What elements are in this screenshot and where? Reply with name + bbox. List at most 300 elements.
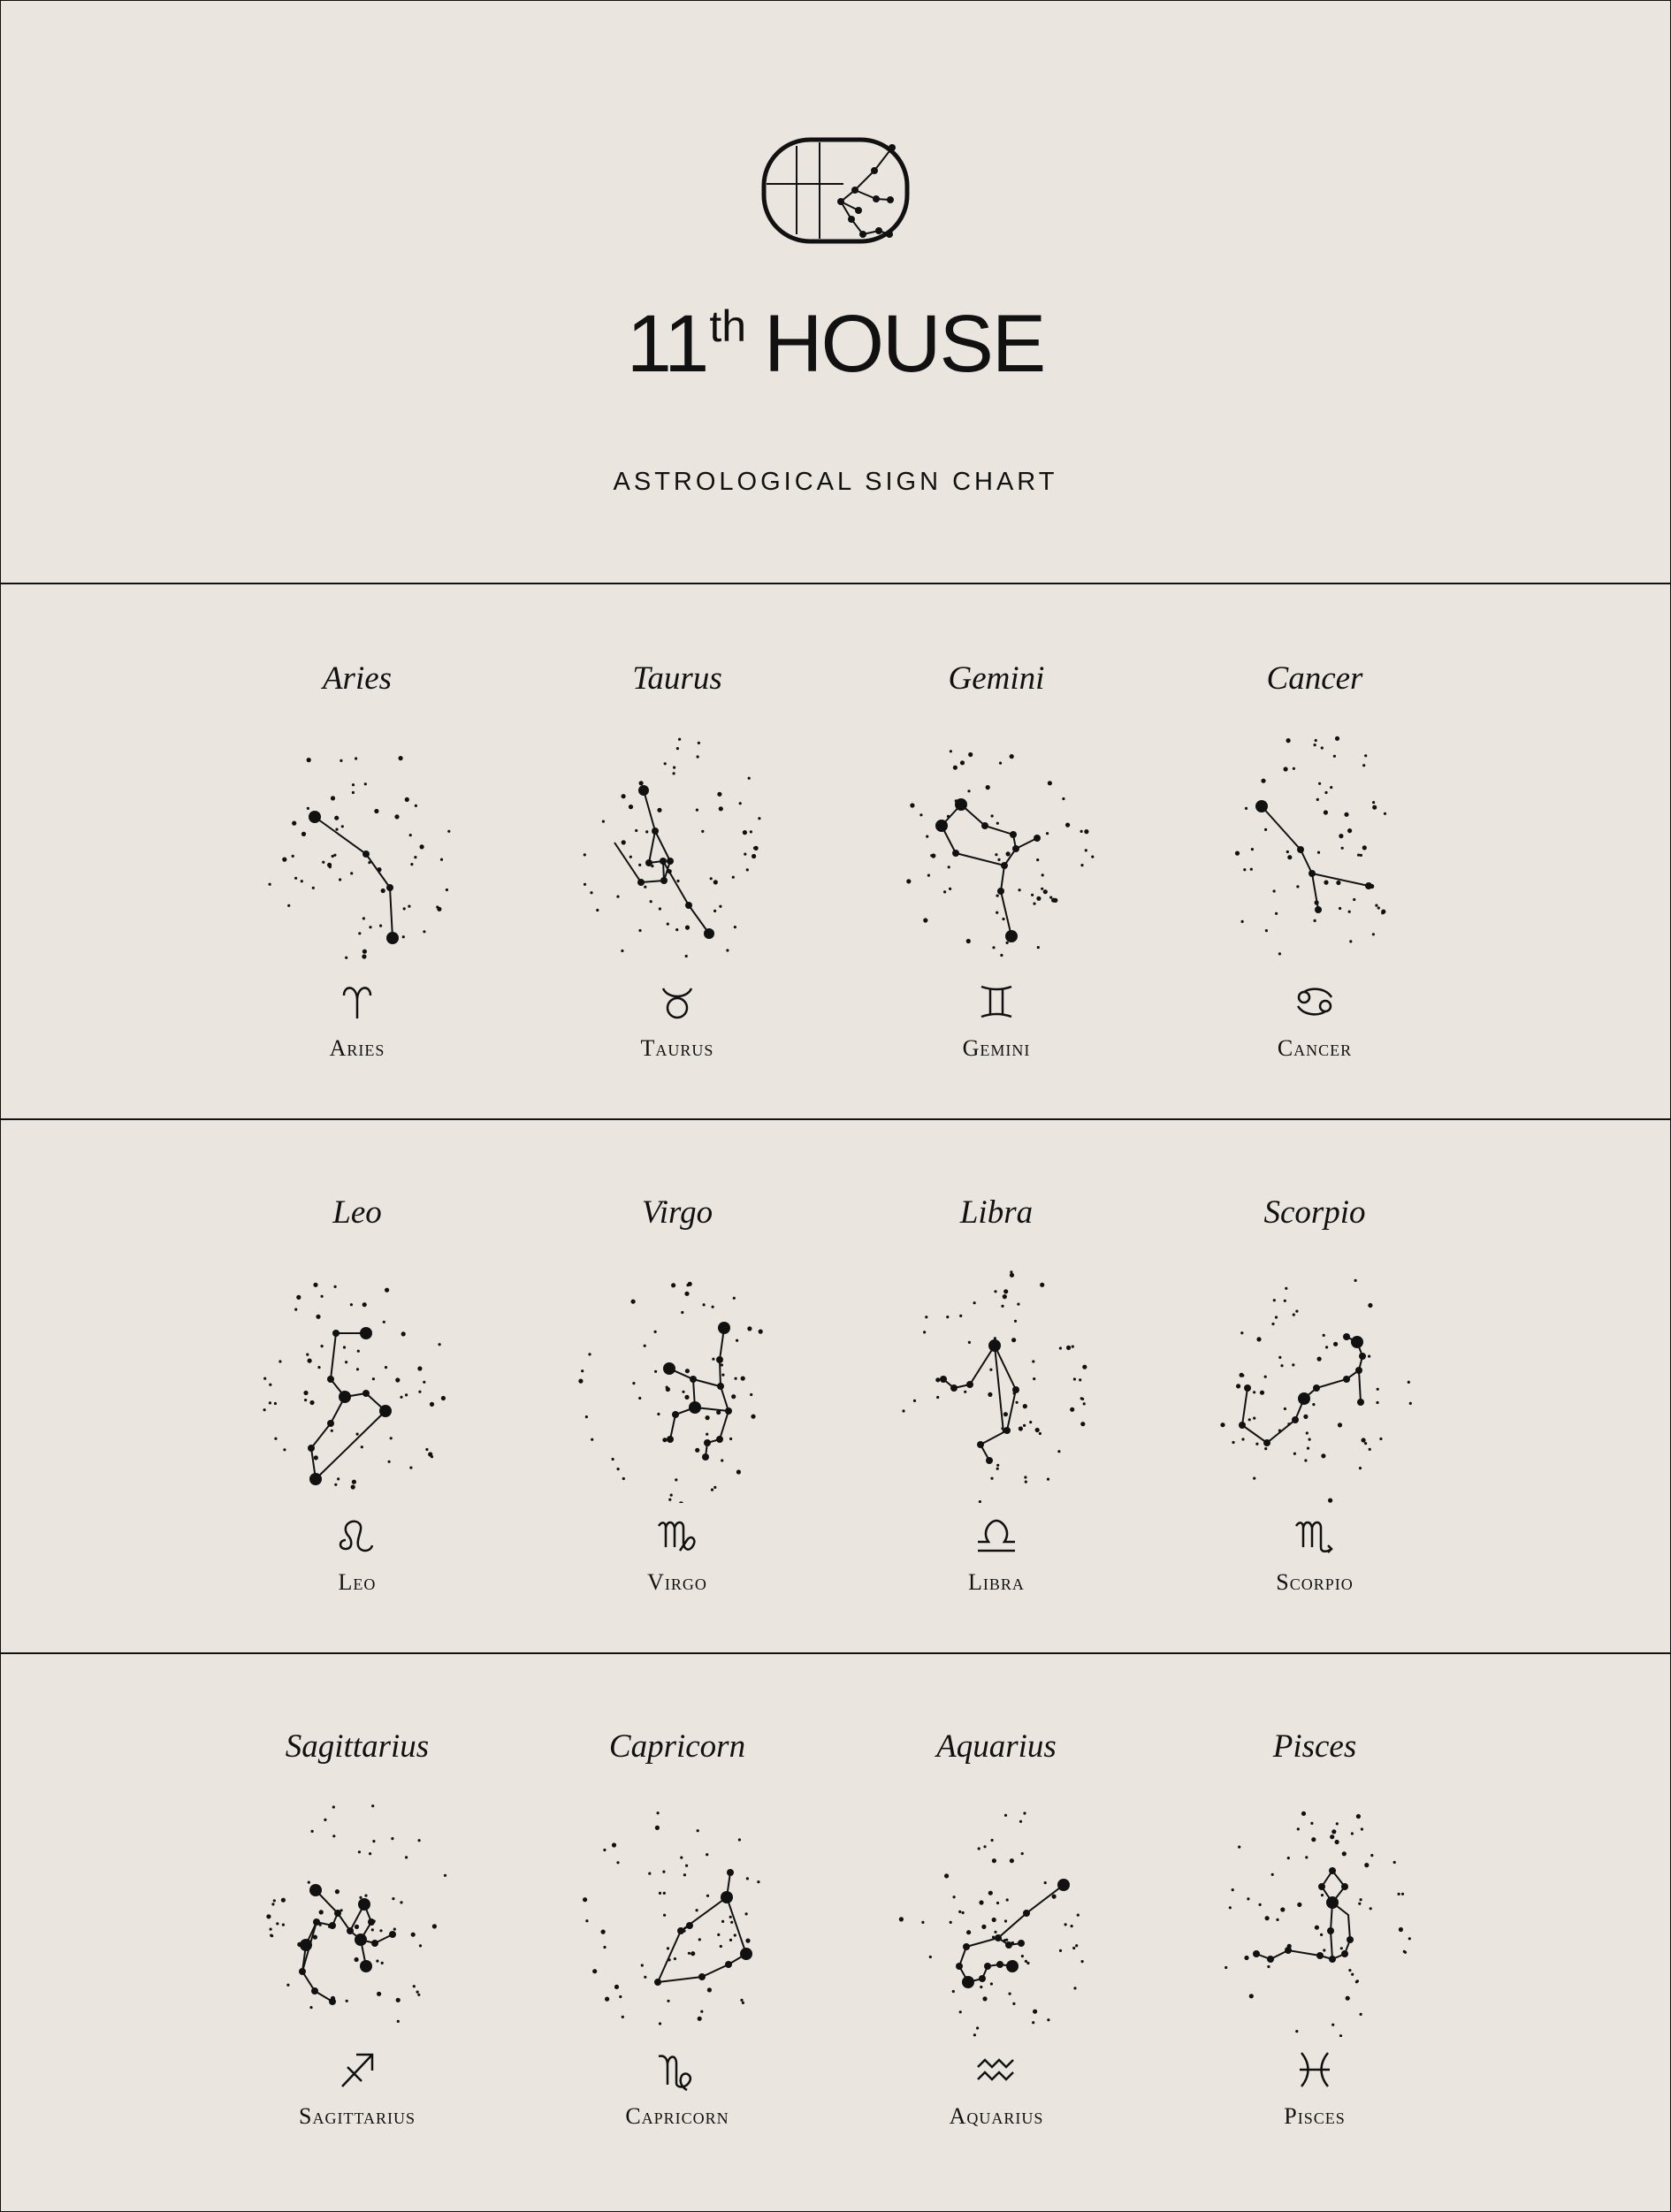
background-star [420,844,424,849]
background-star [671,1370,674,1373]
background-star [1364,1442,1367,1445]
aries-constellation [251,721,463,969]
background-star [996,1464,999,1467]
background-star [269,883,271,886]
sign-italic-name: Virgo [641,1194,713,1231]
background-star [1264,828,1267,831]
background-star [1335,1840,1339,1844]
background-star [1003,1412,1008,1416]
sign-card-taurus [545,660,810,1102]
background-star [355,757,357,759]
background-star [676,880,679,882]
taurus-symbol-icon [655,980,699,1024]
background-star [316,1315,320,1319]
background-star [1340,1947,1343,1949]
background-star [992,1858,996,1863]
sign-caps-name: Aquarius [949,2103,1044,2129]
background-star [287,904,290,907]
background-star [667,1947,669,1949]
background-star [331,796,335,800]
background-star [1057,1450,1060,1453]
background-star [729,1916,732,1918]
background-star [357,1350,360,1353]
background-star [979,1900,983,1904]
signs-row-1 [1,584,1670,1120]
background-star [650,900,652,903]
sign-caps-name: Scorpio [1276,1569,1354,1595]
virgo-symbol-icon [655,1514,699,1558]
background-star [695,1448,699,1453]
background-star [946,1316,949,1318]
background-star [431,1455,433,1458]
background-star [331,1430,333,1432]
background-star [960,760,965,765]
background-star [1278,952,1281,955]
background-star [700,2010,703,2013]
header [1,1,1670,584]
background-star [992,946,995,949]
background-star [1071,1925,1073,1927]
background-star [361,1445,363,1448]
background-star [270,1928,272,1931]
background-star [1017,1303,1019,1306]
pisces-constellation [1209,1789,1421,2037]
background-star [1399,1927,1403,1932]
background-star [1013,1392,1016,1394]
background-star [314,1455,318,1460]
background-star [1301,1812,1306,1816]
background-star [1059,1949,1062,1952]
leo-symbol-icon [335,1514,379,1558]
background-star [1360,854,1362,857]
background-star [306,1354,309,1356]
background-star [352,791,355,794]
background-star [309,1400,314,1405]
background-star [1040,1283,1044,1287]
background-star [1048,781,1052,785]
background-star [619,1995,622,1998]
background-star [925,1316,927,1318]
background-star [1287,1423,1290,1425]
background-star [417,1994,420,1996]
background-star [1012,2002,1015,2005]
background-star [1003,863,1005,866]
background-star [1325,1346,1328,1348]
background-star [996,822,999,825]
sign-caps-name: Pisces [1284,2103,1346,2129]
background-star [410,863,413,866]
background-star [1286,738,1291,743]
background-star [1287,1857,1290,1859]
background-star [369,926,371,928]
background-star [1083,1402,1086,1405]
background-star [584,853,586,856]
background-star [698,742,700,744]
background-star [1359,1467,1362,1469]
background-star [1356,1814,1361,1819]
background-star [746,1877,749,1880]
background-star [1324,791,1327,794]
sign-caps-name: Capricorn [625,2103,729,2129]
background-star [757,1880,759,1883]
background-star [748,777,751,780]
background-star [745,1939,750,1943]
background-star [1310,1822,1313,1825]
background-star [1339,2034,1342,2037]
background-star [703,1303,706,1306]
background-star [996,1902,999,1904]
background-star [1003,1294,1007,1299]
background-star [590,891,592,894]
background-star [1006,1898,1009,1901]
background-star [1309,1438,1311,1441]
background-star [603,1946,606,1949]
background-star [385,1366,387,1369]
background-star [698,2017,702,2021]
background-star [1284,767,1288,771]
background-star [1348,911,1351,913]
background-star [711,1489,713,1491]
background-star [1036,896,1041,901]
background-star [685,1369,690,1373]
background-star [1317,1357,1322,1362]
background-star [381,1962,384,1964]
background-star [1049,896,1052,899]
sign-italic-name: Cancer [1266,660,1363,697]
background-star [1033,903,1035,905]
background-star [1248,1418,1251,1421]
background-star [1232,1888,1234,1891]
background-star [667,2000,669,2002]
background-star [592,1969,597,1973]
background-star [991,1839,994,1842]
background-star [385,1288,389,1293]
background-star [1002,918,1004,920]
sagittarius-symbol-icon [335,2048,379,2092]
background-star [949,888,951,890]
background-star [1408,1381,1410,1384]
background-star [1039,1432,1042,1435]
background-star [622,1477,625,1480]
background-star [706,1853,708,1856]
background-star [1066,1346,1071,1350]
background-star [732,876,735,879]
background-star [683,1930,685,1933]
background-star [276,1922,278,1925]
background-star [352,783,355,786]
background-star [1047,2018,1049,2021]
background-star [1384,812,1386,815]
background-star [991,814,994,817]
background-star [899,1917,904,1921]
background-star [1240,1331,1243,1334]
background-star [1273,1299,1276,1301]
background-star [350,872,353,874]
background-star [356,1368,359,1370]
background-star [707,1987,712,1992]
background-star [1408,1937,1411,1940]
gemini-constellation [890,721,1103,969]
background-star [1364,754,1367,757]
background-star [674,1957,676,1960]
background-star [379,925,382,927]
background-star [698,1938,701,1941]
background-star [747,1326,752,1331]
background-star [401,1331,406,1336]
background-star [1318,782,1321,785]
background-star [673,772,675,774]
background-star [319,1910,324,1914]
background-star [591,1438,593,1441]
background-star [1080,1422,1085,1426]
background-star [1062,797,1064,800]
background-star [675,928,678,931]
background-star [654,1331,657,1333]
background-star [751,1415,755,1419]
background-star [339,878,341,881]
background-star [944,1873,949,1878]
background-star [414,856,416,858]
background-star [717,1934,720,1936]
background-star [388,1461,391,1463]
background-star [758,817,760,820]
background-star [612,1842,616,1847]
sign-caps-name: Aries [329,1035,385,1061]
background-star [966,939,971,943]
background-star [585,1919,588,1922]
background-star [959,1315,962,1317]
background-star [966,1930,971,1934]
background-star [950,750,952,752]
background-star [1336,881,1340,885]
background-star [1009,1993,1011,1995]
background-star [1250,868,1253,871]
background-star [913,1400,916,1402]
background-star [736,1339,738,1342]
background-star [629,805,633,809]
background-star [719,806,723,811]
background-star [1321,1894,1324,1896]
background-star [721,1459,723,1461]
background-star [735,1377,737,1380]
background-star [334,1285,337,1288]
background-star [691,1951,695,1956]
background-star [1361,1827,1363,1830]
background-star [1010,1273,1014,1278]
background-star [1080,864,1083,866]
sign-italic-name: Pisces [1272,1728,1357,1765]
background-star [983,1845,986,1848]
background-star [423,930,425,933]
background-star [1051,898,1056,903]
signs-row-3 [1,1652,1670,2183]
signs-row-2 [1,1118,1670,1654]
background-star [955,799,958,802]
background-star [986,785,990,789]
background-star [645,830,648,833]
background-star [644,1976,646,1979]
background-star [1344,812,1348,817]
background-star [1306,1431,1309,1434]
background-star [923,1331,926,1333]
background-star [676,747,679,750]
sign-card-sagittarius [225,1728,490,2170]
background-star [696,1909,698,1911]
background-star [281,1898,286,1903]
background-star [1314,919,1316,922]
background-star [697,1829,699,1832]
background-star [1265,929,1268,932]
background-star [1245,807,1248,810]
background-star [675,1478,677,1481]
background-star [1014,1320,1017,1323]
background-star [1377,906,1380,909]
background-star [324,1819,326,1821]
background-star [959,2010,962,2013]
background-star [719,905,721,908]
background-star [629,856,632,858]
virgo-constellation [571,1255,783,1503]
background-star [1021,1955,1024,1957]
background-star [1280,1907,1285,1911]
background-star [1328,1499,1332,1503]
background-star [1033,2010,1037,2014]
background-star [1404,1951,1407,1954]
background-star [947,815,950,818]
background-star [343,1346,346,1348]
background-star [297,1942,301,1947]
background-star [1037,946,1040,949]
background-star [741,1377,745,1381]
background-star [1287,855,1292,859]
background-star [1364,1863,1369,1867]
background-star [356,1433,359,1436]
background-star [659,2022,661,2025]
background-star [1082,1365,1087,1369]
background-star [996,1468,999,1470]
background-star [307,807,309,810]
background-star [978,1847,980,1850]
background-star [1047,1478,1049,1481]
background-star [334,1484,337,1486]
background-star [413,1985,416,1987]
background-star [1409,1402,1412,1405]
background-star [1249,1994,1254,1998]
background-star [1321,746,1324,749]
background-star [441,1396,446,1400]
background-star [622,840,626,844]
leo-constellation [251,1255,463,1503]
background-star [1229,1906,1232,1909]
background-star [377,867,381,872]
sagittarius-constellation [251,1789,463,2037]
background-star [697,755,699,758]
background-star [1032,2021,1034,2024]
background-star [1044,1881,1047,1884]
background-star [596,909,599,911]
background-star [1321,1453,1325,1458]
background-star [1353,898,1355,901]
background-star [902,1409,904,1412]
background-star [730,1921,733,1924]
background-star [721,1374,724,1377]
background-star [1023,1424,1026,1427]
background-star [743,830,747,835]
background-star [979,1500,981,1503]
background-star [294,1308,297,1311]
background-star [997,858,1000,861]
background-star [411,1933,416,1937]
background-star [988,1891,993,1895]
background-star [1362,845,1367,850]
background-star [655,1826,660,1830]
background-star [1278,1356,1281,1359]
background-star [990,1477,993,1480]
background-star [584,883,586,886]
background-star [1003,1939,1006,1941]
background-star [1075,1944,1078,1947]
background-star [681,1311,683,1314]
background-star [263,1377,266,1380]
background-star [1238,1846,1240,1849]
background-star [988,1392,992,1397]
background-star [371,1804,374,1807]
background-star [973,2033,976,2036]
background-star [1348,1969,1351,1972]
background-star [994,1931,996,1934]
background-star [1003,1289,1008,1293]
background-star [631,1300,636,1304]
background-star [1286,850,1289,853]
background-star [682,1391,684,1393]
background-star [685,1865,688,1867]
background-star [659,907,661,910]
background-star [1357,854,1360,857]
background-star [695,1405,698,1407]
background-star [309,2006,312,2009]
background-star [1323,1949,1325,1951]
background-star [982,1996,987,2001]
background-star [996,911,998,914]
background-star [638,1397,641,1400]
cancer-constellation [1209,721,1421,969]
background-star [738,1838,741,1841]
background-star [684,1395,689,1400]
background-star [447,830,450,833]
sign-card-pisces [1182,1728,1447,2170]
background-star [416,1991,419,1994]
background-star [746,868,749,871]
sign-card-capricorn [545,1728,810,2170]
background-star [301,832,306,836]
background-star [688,1282,692,1286]
background-star [1312,1403,1315,1406]
background-star [1331,2024,1334,2026]
background-star [1043,889,1048,894]
background-star [614,1985,619,1989]
background-star [926,835,928,838]
background-star [668,1499,671,1501]
background-star [638,864,641,866]
background-star [396,1998,401,2002]
background-star [1064,1923,1067,1926]
background-star [670,1494,673,1497]
background-star [383,1321,385,1323]
background-star [1331,1829,1336,1834]
background-star [1220,1423,1225,1427]
background-star [710,877,713,880]
taurus-constellation [571,721,783,969]
